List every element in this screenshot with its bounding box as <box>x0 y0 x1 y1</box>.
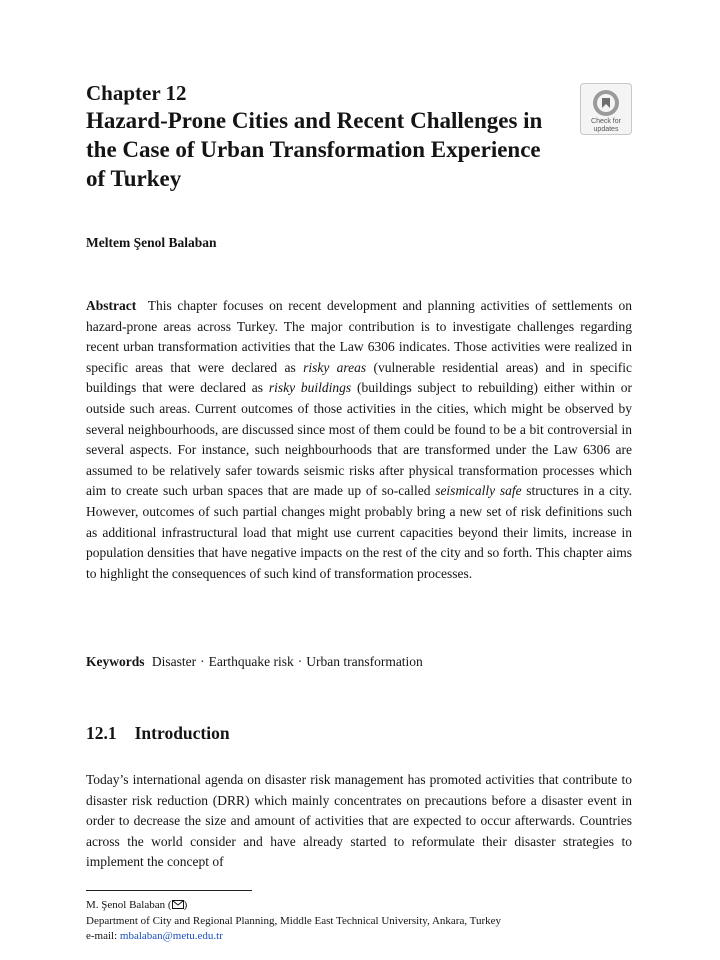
author-name: Meltem Şenol Balaban <box>86 235 217 250</box>
crossmark-icon <box>591 88 621 118</box>
keyword-item: Earthquake risk <box>208 654 294 669</box>
footnote-email-line <box>86 929 646 945</box>
keyword-separator: · <box>200 654 205 669</box>
email-link[interactable]: mbalaban@metu.edu.tr <box>119 930 223 942</box>
section-title: Introduction <box>134 723 230 743</box>
badge-text-line2: updates <box>593 126 619 133</box>
introduction-text: Today’s international agenda on disaster risk management has promoted activities that contribute to disaster risk reduction (DRR) which mainly concentrates on precautions before a disaster event in order to decrease the size and amount of activities that are expected to occur afterwards. Countries across the world consider and have already started to reformulate their disaster strategies to implement the concept of <box>86 772 632 870</box>
abstract-text-1: This chapter focuses on recent development and planning activities of settlements on hazard-prone areas across Turkey. The major contribution is to investigate challenges regarding recent urban transformation activities that the Law 6306 indicates. Those activities were realized in specific areas that were declared as <box>86 298 632 375</box>
term-risky-areas: risky areas <box>303 359 367 375</box>
footnote-affiliation: Department of City and Regional Planning, Middle East Technical University, Ankara, Turkey <box>86 914 502 927</box>
envelope-icon <box>172 900 184 909</box>
footnote-author: M. Şenol Balaban <box>86 899 166 911</box>
abstract-text-4: structures in a city. However, outcomes of such partial changes might probably bring a new set of risk definitions such as additional infrastructural load that might use current capacities beyond their limits, increase in population densities that have negative impacts on the rest of the city and so forth. This chapter aims to highlight the consequences of such kind of transformation processes. <box>86 483 633 581</box>
keywords <box>86 652 423 672</box>
keyword-item: Disaster <box>151 654 197 669</box>
footnote <box>86 898 646 945</box>
abstract <box>86 296 632 584</box>
check-for-updates-badge[interactable] <box>580 83 632 135</box>
email-label: e-mail: <box>86 930 118 942</box>
keyword-separator: · <box>297 654 303 669</box>
badge-text-line1: Check for <box>591 118 621 125</box>
term-risky-buildings: risky buildings <box>268 380 352 396</box>
footnote-rule <box>86 890 252 891</box>
abstract-label: Abstract <box>86 298 137 313</box>
chapter-title: Hazard-Prone Cities and Recent Challenges in the Case of Urban Transformation Experience of Turkey <box>86 108 543 191</box>
keyword-item: Urban transformation <box>306 654 423 669</box>
keywords-label: Keywords <box>86 654 145 669</box>
abstract-text-2: (vulnerable residential areas) and in specific buildings that were declared as <box>86 359 633 396</box>
term-seismically-safe: seismically safe <box>435 483 522 499</box>
footnote-author-line: M. Şenol Balaban ( ) <box>86 899 188 911</box>
chapter-label: Chapter 12 <box>86 81 187 105</box>
section-number: 12.1 <box>86 723 117 743</box>
abstract-text-3: (buildings subject to rebuilding) either within or outside such areas. Current outcomes of those activities in the cities, which might be observed by several neighbourhoods, are discussed since most of them could be found to be a bit controversial in several aspects. For instance, such neighbourhoods that are transformed under the Law 6306 are assumed to be relatively safer towards seismic risks after physical transformation processes which aim to create such urban spaces that are made up of so-called <box>86 380 632 499</box>
section-heading <box>86 721 230 745</box>
